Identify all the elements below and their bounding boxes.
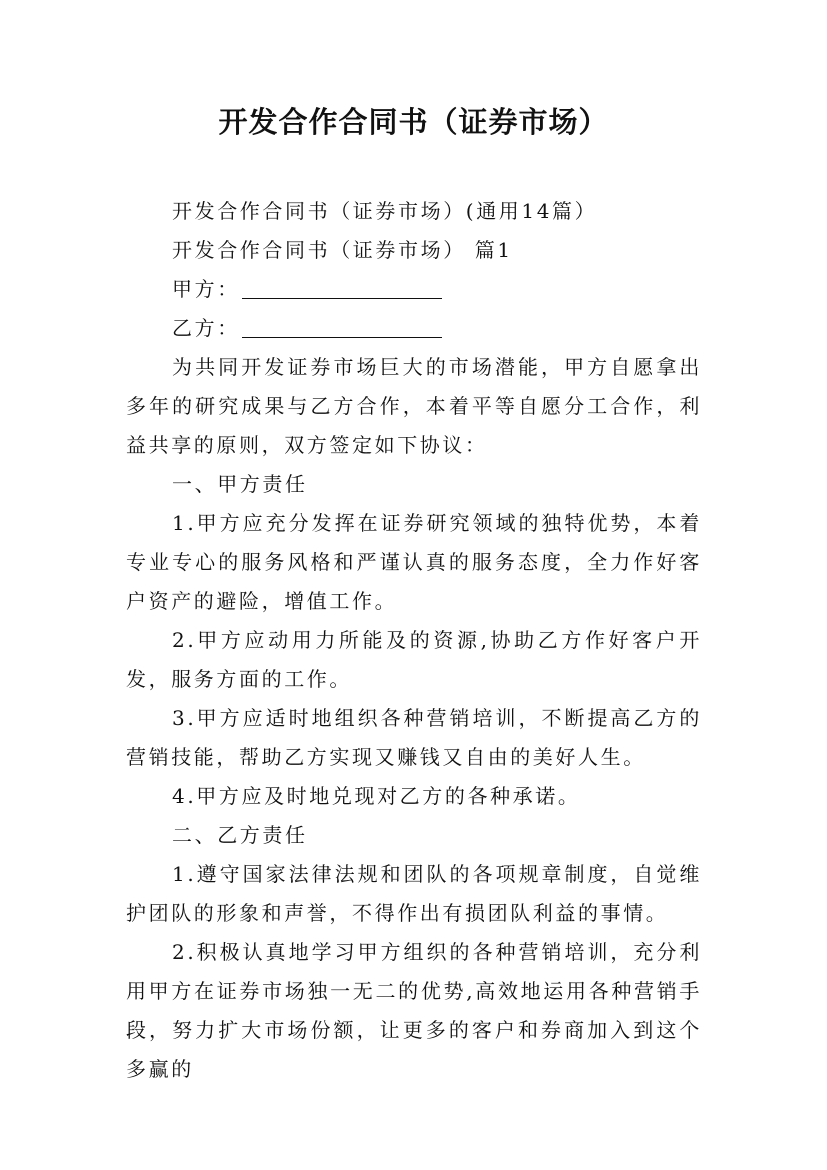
party-b-blank [242,313,442,338]
heading-party-a-duties: 一、甲方责任 [172,472,308,496]
document-subtitle: 开发合作合同书（证券市场）(通用14篇） [172,199,598,223]
document-body [126,192,702,1089]
section-heading: 开发合作合同书（证券市场） 篇1 [172,238,513,262]
heading-party-b-duties: 二、乙方责任 [172,823,308,847]
party-a-duty-2: 2.甲方应动用力所能及的资源,协助乙方作好客户开发，服务方面的工作。 [126,628,702,691]
party-a-blank [242,274,442,299]
party-b-line [126,309,702,348]
party-a-line [126,270,702,309]
document-title: 开发合作合同书（证券市场） [218,105,609,139]
party-a-duty-1: 1.甲方应充分发挥在证券研究领域的独特优势，本着专业专心的服务风格和严谨认真的服务态度，全力作好客户资产的避险，增值工作。 [126,511,702,613]
party-a-duty-4: 4.甲方应及时地兑现对乙方的各种承诺。 [172,784,581,808]
party-b-label: 乙方： [172,316,240,340]
party-b-duty-1: 1.遵守国家法律法规和团队的各项规章制度，自觉维护团队的形象和声誉，不得作出有损团队利益的事情。 [126,862,702,925]
party-a-duty-3: 3.甲方应适时地组织各种营销培训，不断提高乙方的营销技能，帮助乙方实现又赚钱又自由的美好人生。 [126,706,702,769]
party-b-duty-2: 2.积极认真地学习甲方组织的各种营销培训，充分利用甲方在证券市场独一无二的优势,高效地运用各种营销手段，努力扩大市场份额，让更多的客户和券商加入到这个多赢的 [126,940,702,1081]
paragraph-intro: 为共同开发证券市场巨大的市场潜能，甲方自愿拿出多年的研究成果与乙方合作，本着平等自愿分工合作，利益共享的原则，双方签定如下协议： [126,355,702,457]
party-a-label: 甲方： [172,277,240,301]
